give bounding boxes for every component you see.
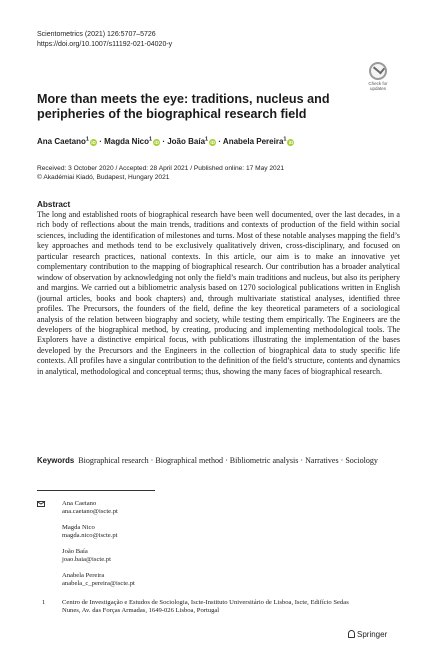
- check-for-updates-badge[interactable]: [363, 62, 393, 91]
- springer-horse-icon: [348, 630, 355, 638]
- contact-name: Anabela Pereira: [62, 572, 105, 579]
- keywords-list: Biographical research · Biographical method · Bibliometric analysis · Narratives · Sociology: [78, 456, 378, 465]
- author-affiliation-mark: 1: [149, 136, 153, 143]
- orcid-icon[interactable]: iD: [154, 140, 159, 145]
- orcid-icon[interactable]: iD: [91, 140, 96, 145]
- paper-title: More than meets the eye: traditions, nucleus and peripheries of the biographical research field: [37, 92, 330, 121]
- affiliation-text: Centro de Investigação e Estudos de Sociologia, Iscte-Instituto Universitário de Lisboa, Iscte, Edifício Sedas Nunes, Av. das Forças Armadas, 1649-026 Lisboa, Portugal: [62, 599, 349, 614]
- contact-entry: [62, 548, 111, 564]
- affiliation-number: 1: [42, 599, 46, 606]
- author-list: [37, 136, 294, 148]
- contact-entry: [62, 524, 118, 540]
- author-affiliation-mark: 1: [283, 136, 287, 143]
- contact-entry: [62, 572, 135, 588]
- contact-email[interactable]: magda.nico@iscte.pt: [62, 532, 118, 539]
- journal-citation: Scientometrics (2021) 126:5707–5726: [37, 31, 156, 38]
- author-affiliation-mark: 1: [205, 136, 209, 143]
- abstract-text: The long and established roots of biographical research have been well documented, over the last decades, in a rich body of reflections about the main trends, traditions and contexts of production of the field within social sciences, including the identification of milestones and turns. Most of these notable analyses mapping the field’s key approaches and methods tend to be exclusively qualitatively driven, cross-disciplinary, and focused on particular research practices, national contexts. In this article, our aim is to make an innovative yet complementary contribution to the mapping of biographical research. Our contribution has a broader analytical window of observation by acknowledging not only the field’s main traditions and nucleus, but also its periphery and margins. We carried out a bibliometric analysis based on 1270 sociological publications written in English (journal articles, books and book chapters) and, through multivariate statistical analyses, identified three profiles. The Precursors, the founders of the field, define the key theoretical parameters of a sociological analysis of the relation between biography and society, while testing them empirically. The Engineers are the developers of the biographical method, by creating, producing and implementing methodological tools. The Explorers have a distinctive empirical focus, with publications illustrating the implementation of the bases developed by the Precursors and the Engineers in the collection of biographical data to study specific life contexts. All profiles have a singular contribution to the definition of the field’s structure, contents and dynamics in analytical, methodological and conceptual terms; thus, showing the many faces of biographical research.: [37, 210, 400, 376]
- publication-dates: Received: 3 October 2020 / Accepted: 28 April 2021 / Published online: 17 May 2021: [37, 165, 285, 172]
- orcid-icon[interactable]: iD: [288, 140, 294, 145]
- journal-header: [37, 30, 172, 50]
- check-updates-icon: [369, 62, 387, 80]
- doi-link[interactable]: https://doi.org/10.1007/s11192-021-04020-y: [37, 41, 173, 48]
- contact-name: João Baía: [62, 548, 88, 555]
- contact-entry: [62, 500, 118, 516]
- author-separator: ·: [162, 137, 165, 146]
- abstract-heading: Abstract: [37, 200, 71, 209]
- author-name[interactable]: Anabela Pereira: [222, 137, 284, 146]
- author-separator: ·: [99, 137, 102, 146]
- keywords-block: [37, 456, 400, 466]
- keywords-label: Keywords: [37, 456, 75, 465]
- check-updates-line2: updates: [369, 86, 386, 91]
- author-name[interactable]: João Baía: [167, 137, 206, 146]
- check-updates-line1: Check for: [368, 81, 388, 86]
- publisher-logo: [348, 630, 387, 639]
- author-name[interactable]: Ana Caetano: [37, 137, 86, 146]
- contact-name: Ana Caetano: [62, 500, 97, 507]
- contact-email[interactable]: ana.caetano@iscte.pt: [62, 508, 118, 515]
- publication-history: [37, 164, 284, 182]
- publisher-name: Springer: [357, 630, 388, 639]
- author-name[interactable]: Magda Nico: [104, 137, 150, 146]
- author-affiliation-mark: 1: [85, 136, 89, 143]
- author-separator: ·: [218, 137, 221, 146]
- envelope-icon: [37, 501, 45, 507]
- copyright-line: © Akadémiai Kiadó, Budapest, Hungary 2021: [37, 174, 170, 181]
- footnote-divider: [37, 490, 155, 491]
- contact-email[interactable]: anabela_c_pereira@iscte.pt: [62, 580, 135, 587]
- contact-name: Magda Nico: [62, 524, 95, 531]
- orcid-icon[interactable]: iD: [210, 140, 215, 145]
- contact-email[interactable]: joao.baia@iscte.pt: [62, 556, 111, 563]
